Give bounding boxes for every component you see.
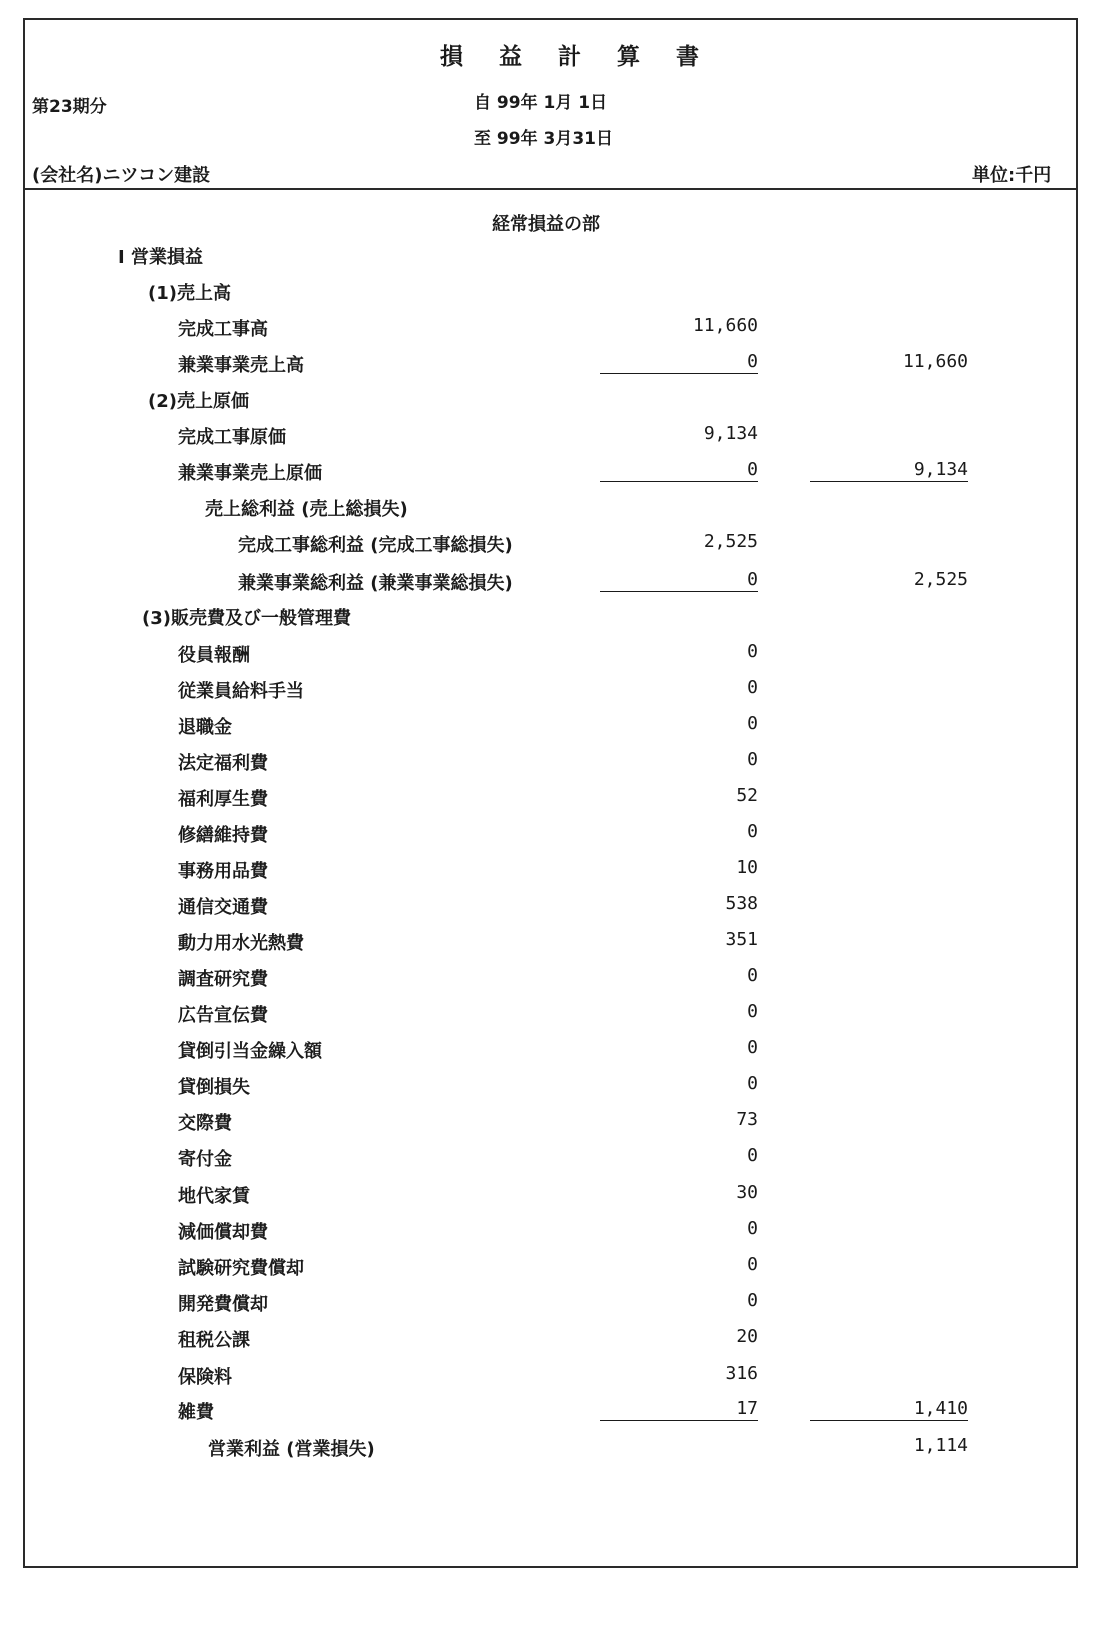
statement-row: [0, 857, 1110, 887]
row-amount-detail: 0: [747, 965, 758, 986]
row-label: 調査研究費: [178, 969, 268, 990]
company-name: (会社名)ニツコン建設: [32, 165, 211, 186]
row-amount-detail: 20: [736, 1326, 758, 1347]
row-amount-detail: 0: [600, 459, 758, 482]
row-label: 兼業事業総利益 (兼業事業総損失): [238, 573, 513, 594]
section-title: 経常損益の部: [492, 214, 600, 235]
statement-row: [0, 1363, 1110, 1393]
row-label: 退職金: [178, 717, 232, 738]
statement-row: [0, 785, 1110, 815]
row-label: 事務用品費: [178, 861, 268, 882]
row-amount-detail: 0: [747, 1290, 758, 1311]
row-amount-detail: 0: [747, 713, 758, 734]
row-amount-detail: 0: [747, 821, 758, 842]
row-amount-detail: 17: [600, 1398, 758, 1421]
row-amount-detail: 11,660: [692, 315, 758, 336]
row-amount-detail: 52: [736, 785, 758, 806]
row-label: Ⅰ 営業損益: [118, 247, 203, 268]
row-amount-detail: 0: [747, 749, 758, 770]
row-label: 寄付金: [178, 1149, 232, 1170]
statement-row: [0, 315, 1110, 345]
row-amount-detail: 0: [747, 1218, 758, 1239]
statement-row: [0, 1001, 1110, 1031]
row-label: (1)売上高: [148, 283, 231, 304]
header-divider: [25, 188, 1076, 190]
row-label: 完成工事総利益 (完成工事総損失): [238, 535, 513, 556]
statement-row: [0, 1435, 1110, 1465]
row-label: 修繕維持費: [178, 825, 268, 846]
row-amount-detail: 316: [725, 1363, 758, 1384]
statement-row: [0, 1326, 1110, 1356]
row-amount-detail: 0: [600, 569, 758, 592]
row-amount-detail: 0: [747, 1001, 758, 1022]
statement-row: [0, 423, 1110, 453]
currency-unit: 単位:千円: [972, 165, 1052, 186]
statement-row: [0, 749, 1110, 779]
row-amount-detail: 10: [736, 857, 758, 878]
row-amount-detail: 0: [747, 1145, 758, 1166]
row-amount-detail: 9,134: [703, 423, 758, 444]
statement-row: [0, 677, 1110, 707]
row-amount-total: 9,134: [810, 459, 968, 482]
row-label: 雑費: [178, 1402, 214, 1423]
document-title: 損 益 計 算 書: [440, 44, 714, 70]
statement-row: [0, 713, 1110, 743]
row-label: 試験研究費償却: [178, 1258, 304, 1279]
row-label: 売上総利益 (売上総損失): [205, 499, 408, 520]
statement-row: [0, 929, 1110, 959]
row-amount-detail: 351: [725, 929, 758, 950]
row-amount-detail: 0: [747, 1254, 758, 1275]
row-amount-detail: 0: [600, 351, 758, 374]
row-amount-total: 1,114: [913, 1435, 968, 1456]
date-from: 自 99年 1月 1日: [474, 93, 608, 113]
statement-row: [0, 965, 1110, 995]
statement-row: [0, 243, 1110, 273]
row-amount-detail: 73: [736, 1109, 758, 1130]
statement-row: [0, 1073, 1110, 1103]
statement-row: [0, 1037, 1110, 1067]
row-label: 営業利益 (営業損失): [208, 1439, 375, 1460]
statement-row: [0, 893, 1110, 923]
statement-row: [0, 604, 1110, 634]
row-label: 保険料: [178, 1367, 232, 1388]
row-label: 兼業事業売上高: [178, 355, 304, 376]
statement-row: [0, 531, 1110, 561]
statement-row: [0, 495, 1110, 525]
statement-row: [0, 641, 1110, 671]
statement-row: [0, 1254, 1110, 1284]
fiscal-period: 第23期分: [32, 97, 107, 117]
row-amount-detail: 0: [747, 677, 758, 698]
statement-row: [0, 279, 1110, 309]
statement-row: [0, 821, 1110, 851]
statement-row: [0, 387, 1110, 417]
row-label: 地代家賃: [178, 1186, 250, 1207]
row-amount-detail: 538: [725, 893, 758, 914]
row-label: 役員報酬: [178, 645, 250, 666]
row-label: 通信交通費: [178, 897, 268, 918]
statement-row: [0, 351, 1110, 381]
row-amount-total: 11,660: [902, 351, 968, 372]
statement-row: [0, 569, 1110, 599]
statement-row: [0, 1218, 1110, 1248]
row-label: 従業員給料手当: [178, 681, 304, 702]
row-label: 完成工事高: [178, 319, 268, 340]
row-label: 兼業事業売上原価: [178, 463, 322, 484]
row-amount-detail: 0: [747, 641, 758, 662]
statement-row: [0, 1109, 1110, 1139]
row-label: 開発費償却: [178, 1294, 268, 1315]
row-label: 貸倒引当金繰入額: [178, 1041, 322, 1062]
row-amount-detail: 0: [747, 1037, 758, 1058]
row-label: 広告宣伝費: [178, 1005, 268, 1026]
row-amount-detail: 0: [747, 1073, 758, 1094]
statement-row: [0, 1290, 1110, 1320]
row-label: (2)売上原価: [148, 391, 249, 412]
row-label: 法定福利費: [178, 753, 268, 774]
row-label: 動力用水光熱費: [178, 933, 304, 954]
row-label: (3)販売費及び一般管理費: [142, 608, 351, 629]
statement-row: [0, 1145, 1110, 1175]
row-amount-total: 2,525: [913, 569, 968, 590]
row-label: 貸倒損失: [178, 1077, 250, 1098]
row-amount-detail: 2,525: [703, 531, 758, 552]
statement-row: [0, 1182, 1110, 1212]
date-to: 至 99年 3月31日: [474, 129, 613, 149]
row-label: 減価償却費: [178, 1222, 268, 1243]
row-amount-detail: 30: [736, 1182, 758, 1203]
row-label: 福利厚生費: [178, 789, 268, 810]
row-label: 完成工事原価: [178, 427, 286, 448]
row-label: 租税公課: [178, 1330, 250, 1351]
statement-row: [0, 1398, 1110, 1428]
row-label: 交際費: [178, 1113, 232, 1134]
row-amount-total: 1,410: [810, 1398, 968, 1421]
statement-row: [0, 459, 1110, 489]
